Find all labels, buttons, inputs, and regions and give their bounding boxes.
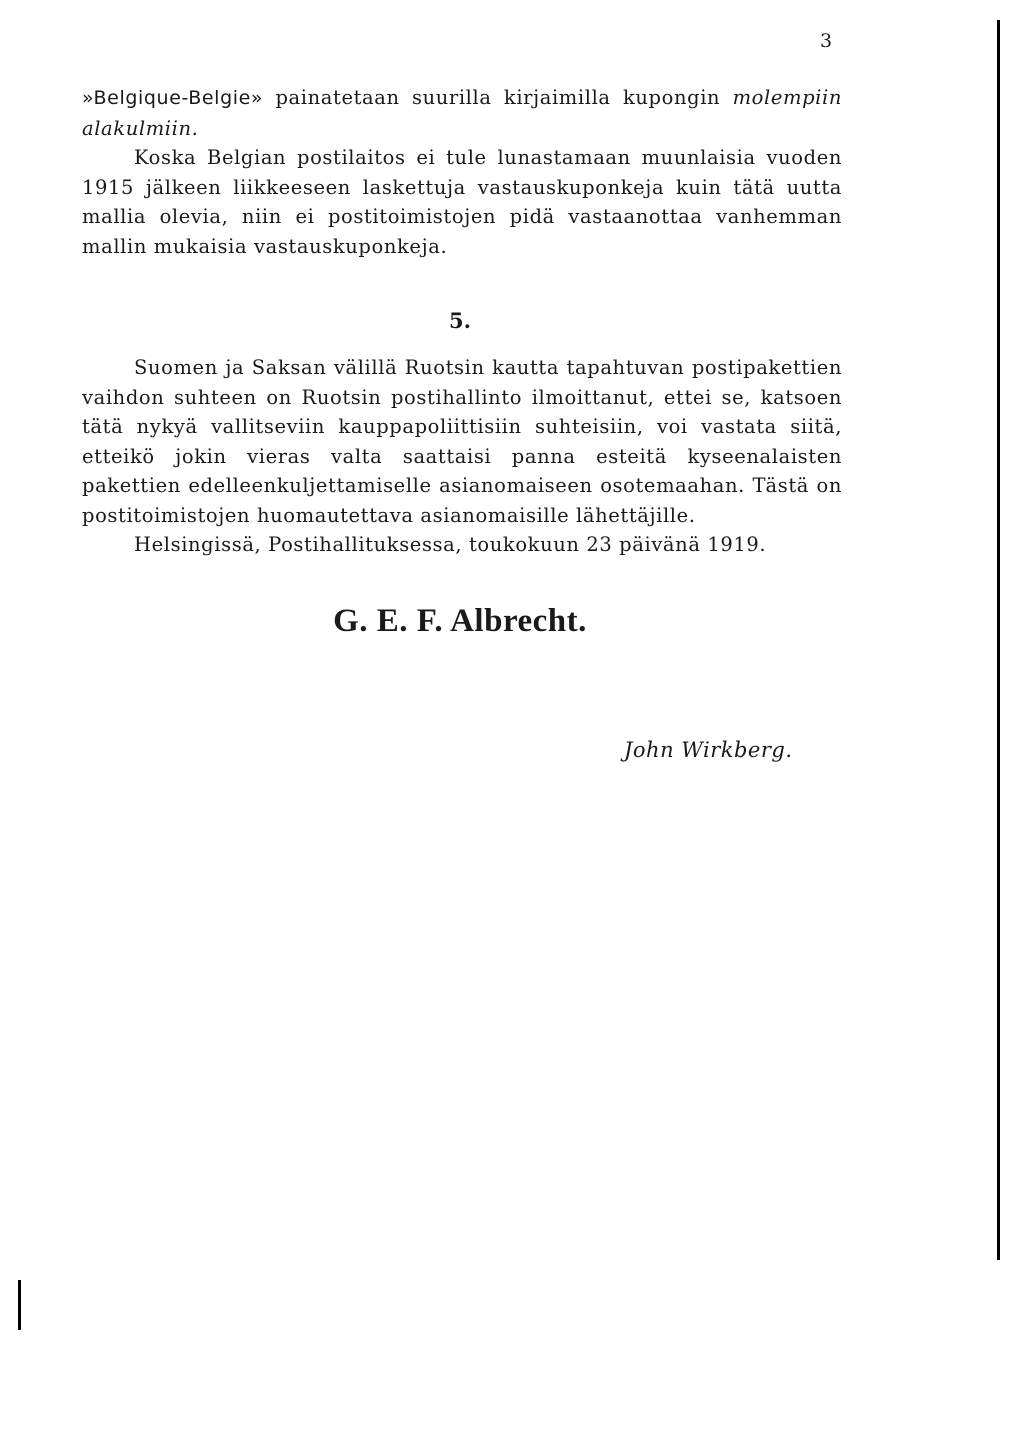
page-number: 3 [820,30,833,52]
intro-text: painatetaan suurilla kirjaimilla kupongin [263,86,733,109]
scan-border-left [18,1280,21,1330]
section-5-body [82,353,842,560]
signature-main: G. E. F. Albrecht. [333,603,587,639]
section-5-paragraph: Suomen ja Saksan välillä Ruotsin kautta tapahtuvan postipakettien vaihdon suhteen on Ruotsin postihallinto ilmoittanut, ettei se, katsoen tätä nykyä vallitseviin kauppapoliittisiin suhteisiin, voi vastata siitä, etteikö jokin vieras valta saattaisi panna esteitä kyseenalaisten pakettien edelleenkuljettamiselle asianomaiseen osotemaahan. Tästä on postitoimistojen huomautettava asianomaisille lähettäjille. [82,356,842,527]
signature-second: John Wirkberg. [624,738,793,762]
scan-border-right [997,20,1000,1260]
belgique-label: »Belgique-Belgie» [82,87,264,109]
paragraph-1: Koska Belgian postilaitos ei tule lunastamaan muunlaisia vuoden 1915 jälkeen liikkeeseen laskettuja vastauskuponkeja kuin tätä uutta mallia olevia, niin ei postitoimistojen pidä vastaanottaa vanhemman mallin mukaisia vastauskuponkeja. [82,146,842,258]
intro-paragraph [82,83,842,261]
intro-italic: molempiin alakulmiin. [82,86,842,140]
section-number: 5. [449,308,471,333]
closing-line: Helsingissä, Postihallituksessa, toukokuun 23 päivänä 1919. [134,533,767,556]
